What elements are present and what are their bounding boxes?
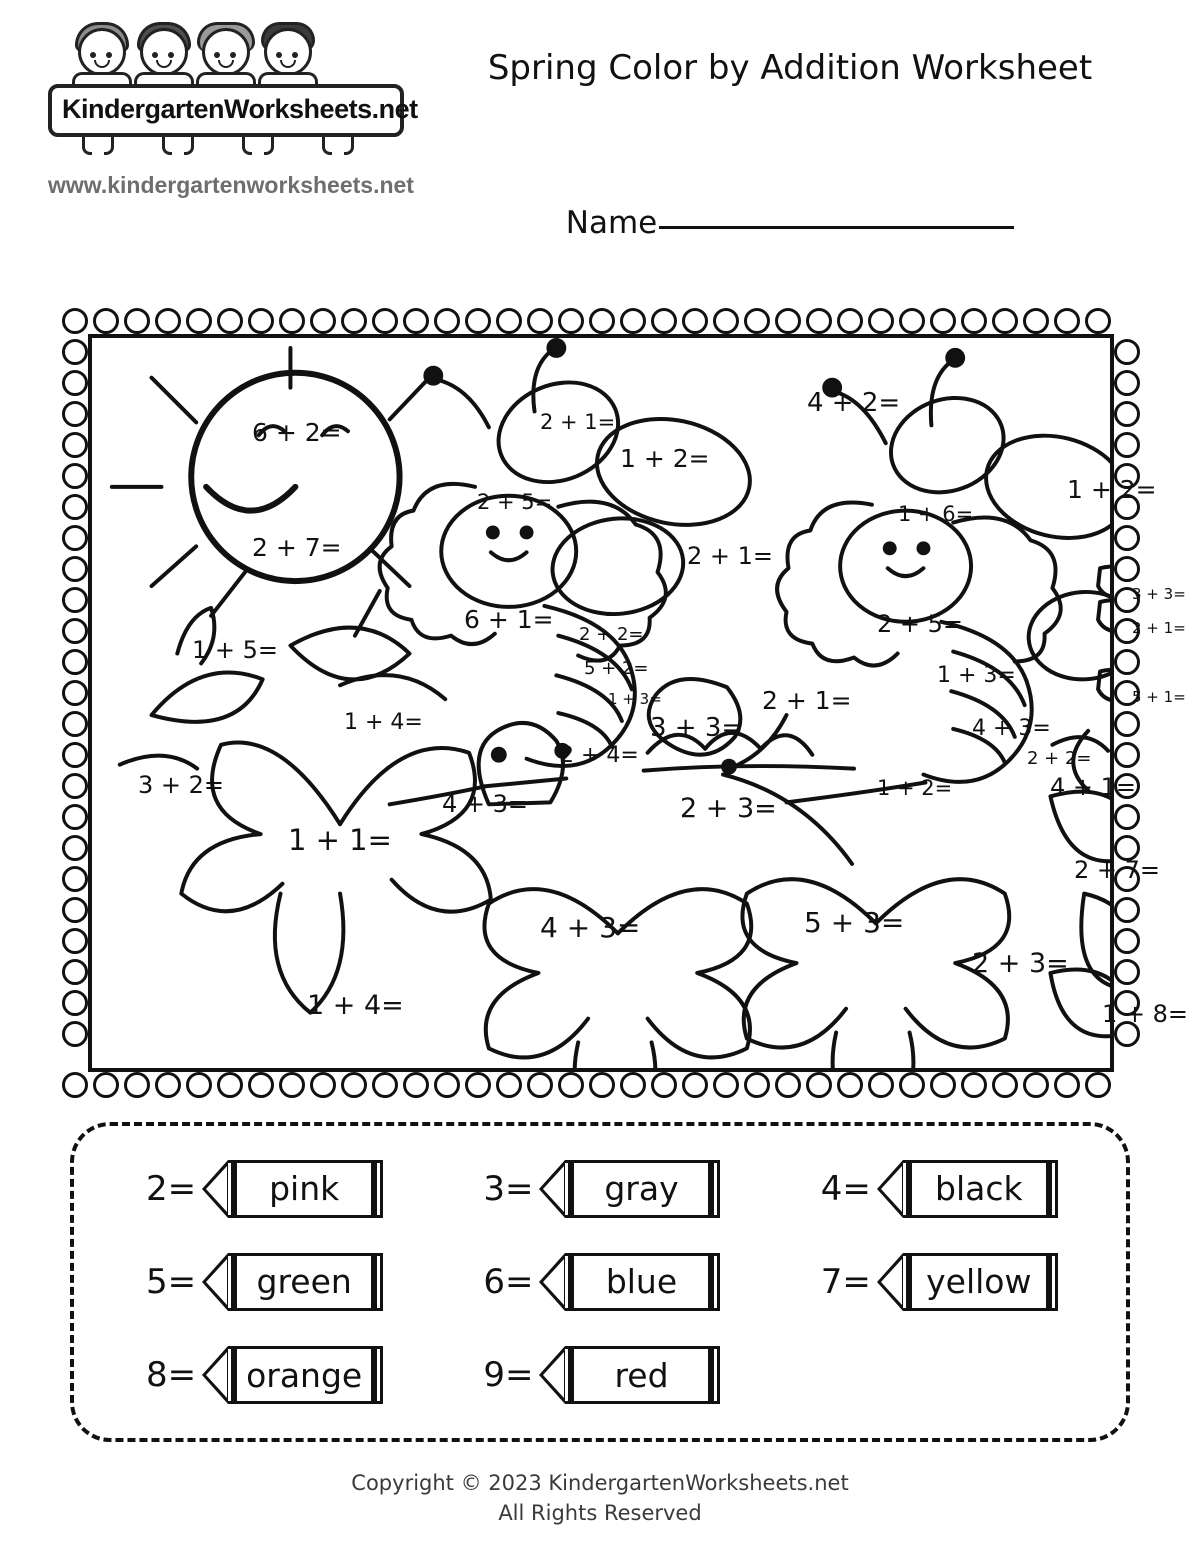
color-key-number: 7= bbox=[820, 1261, 871, 1302]
addition-equation-label: 1 + 2= bbox=[620, 444, 710, 473]
scallop-dot bbox=[62, 556, 88, 582]
kid-figure-icon bbox=[70, 18, 136, 90]
scallop-dot bbox=[1054, 308, 1080, 334]
scallop-dot bbox=[372, 308, 398, 334]
scallop-dot bbox=[961, 308, 987, 334]
scallop-dot bbox=[558, 308, 584, 334]
scallop-dot bbox=[93, 1072, 119, 1098]
crayon-band-right bbox=[1046, 1160, 1052, 1218]
addition-equation-label: 2 + 2= bbox=[1027, 748, 1092, 769]
copyright-line: Copyright © 2023 KindergartenWorksheets.net bbox=[351, 1471, 849, 1495]
scallop-dot bbox=[682, 1072, 708, 1098]
addition-equation-label: 2 + 3= bbox=[972, 948, 1069, 979]
scallop-dot bbox=[124, 308, 150, 334]
scallop-dot bbox=[1085, 1072, 1111, 1098]
scallop-dot bbox=[1023, 1072, 1049, 1098]
scallop-dot bbox=[744, 308, 770, 334]
color-key-number: 9= bbox=[483, 1355, 534, 1396]
crayon-band-right bbox=[708, 1160, 714, 1218]
addition-equation-label: 2 + 5= bbox=[477, 490, 553, 514]
scallop-dot bbox=[1114, 897, 1140, 923]
site-url-text: www.kindergartenworksheets.net bbox=[48, 172, 414, 198]
crayon-body bbox=[228, 1160, 383, 1218]
crayon-band-left bbox=[568, 1160, 574, 1218]
scallop-dot bbox=[651, 1072, 677, 1098]
scallop-dot bbox=[62, 866, 88, 892]
color-name-label: blue bbox=[605, 1262, 678, 1302]
rights-line: All Rights Reserved bbox=[498, 1501, 702, 1526]
page-footer bbox=[0, 1468, 1200, 1529]
scallop-dot bbox=[62, 649, 88, 675]
scallop-dot bbox=[775, 308, 801, 334]
crayon-tip-icon bbox=[877, 1160, 903, 1218]
scallop-dot bbox=[62, 525, 88, 551]
site-logo[interactable] bbox=[48, 18, 418, 137]
color-key-item bbox=[817, 1253, 1058, 1311]
crayon-body bbox=[565, 1160, 720, 1218]
scallop-dot bbox=[62, 680, 88, 706]
scallop-dot bbox=[713, 1072, 739, 1098]
scallop-dot bbox=[62, 990, 88, 1016]
crayon-icon bbox=[202, 1253, 383, 1311]
color-name-label: gray bbox=[604, 1169, 679, 1209]
crayon-body bbox=[565, 1253, 720, 1311]
color-name-label: orange bbox=[246, 1355, 363, 1395]
scallop-dot bbox=[868, 1072, 894, 1098]
color-key-number: 2= bbox=[146, 1168, 197, 1209]
crayon-icon bbox=[202, 1346, 383, 1404]
scallop-dot bbox=[527, 1072, 553, 1098]
scallop-dot bbox=[899, 308, 925, 334]
scallop-dot bbox=[1114, 711, 1140, 737]
scallop-dot bbox=[62, 1072, 88, 1098]
color-key-number: 3= bbox=[483, 1168, 534, 1209]
scallop-dot bbox=[496, 308, 522, 334]
logo-banner bbox=[48, 84, 418, 137]
color-name-label: green bbox=[256, 1262, 352, 1302]
scallop-dot bbox=[1114, 432, 1140, 458]
crayon-band-right bbox=[708, 1253, 714, 1311]
crayon-icon bbox=[202, 1160, 383, 1218]
color-key-number: 6= bbox=[483, 1261, 534, 1302]
scallop-dot bbox=[806, 1072, 832, 1098]
scallop-dot bbox=[465, 1072, 491, 1098]
logo-text-worksheets: Worksheets bbox=[224, 94, 372, 124]
scallop-dot bbox=[62, 401, 88, 427]
addition-equation-label: 2 + 7= bbox=[252, 533, 342, 562]
color-key-item bbox=[817, 1160, 1058, 1218]
scallop-dot bbox=[1114, 401, 1140, 427]
crayon-icon bbox=[539, 1253, 720, 1311]
crayon-band-left bbox=[231, 1253, 237, 1311]
logo-text-net: .net bbox=[371, 94, 418, 124]
addition-equation-label: 2 + 1= bbox=[1132, 619, 1186, 637]
scallop-dot bbox=[124, 1072, 150, 1098]
crayon-band-left bbox=[231, 1346, 237, 1404]
scallop-dot bbox=[62, 897, 88, 923]
scallop-dot bbox=[1114, 556, 1140, 582]
scallop-dot bbox=[465, 308, 491, 334]
scallop-dot bbox=[62, 587, 88, 613]
scallop-dot bbox=[992, 1072, 1018, 1098]
picture-inner-border bbox=[88, 334, 1189, 1072]
scallop-dot bbox=[62, 618, 88, 644]
scallop-dot bbox=[279, 1072, 305, 1098]
scallop-dot bbox=[372, 1072, 398, 1098]
crayon-tip-icon bbox=[202, 1346, 228, 1404]
addition-equation-label: 5 + 3= bbox=[804, 906, 905, 939]
addition-equation-label: 5 + 1= bbox=[1132, 688, 1186, 706]
crayon-band-right bbox=[371, 1346, 377, 1404]
scallop-dot bbox=[62, 742, 88, 768]
addition-equation-label: 1 + 2= bbox=[1067, 475, 1157, 504]
addition-equation-label: 1 + 5= bbox=[192, 636, 279, 664]
crayon-tip-icon bbox=[539, 1346, 565, 1404]
addition-equation-label: 1 + 2= bbox=[877, 776, 953, 800]
scallop-dot bbox=[992, 308, 1018, 334]
scallop-dot bbox=[1114, 928, 1140, 954]
crayon-band-left bbox=[568, 1253, 574, 1311]
scallop-dot bbox=[1085, 308, 1111, 334]
scallop-dot bbox=[589, 308, 615, 334]
addition-equation-label: 4 + 2= bbox=[807, 388, 901, 418]
addition-equation-label: 1 + 3= bbox=[608, 690, 662, 708]
spring-scene-line-art bbox=[92, 338, 1110, 1070]
crayon-icon bbox=[539, 1346, 720, 1404]
crayon-body bbox=[903, 1253, 1058, 1311]
addition-equation-label: 2 + 1= bbox=[540, 410, 616, 434]
crayon-body bbox=[228, 1253, 383, 1311]
scallop-dot bbox=[341, 308, 367, 334]
scallop-dot bbox=[217, 1072, 243, 1098]
color-key-panel bbox=[70, 1122, 1130, 1442]
crayon-band-right bbox=[708, 1346, 714, 1404]
scallop-dot bbox=[1114, 525, 1140, 551]
addition-equation-label: 6 + 2= bbox=[252, 418, 342, 447]
color-name-label: yellow bbox=[926, 1262, 1032, 1302]
scallop-dot bbox=[186, 308, 212, 334]
scallop-dot bbox=[62, 1021, 88, 1047]
kid-figure-icon bbox=[132, 18, 198, 90]
crayon-band-left bbox=[568, 1346, 574, 1404]
scallop-dot bbox=[434, 308, 460, 334]
addition-equation-label: 2 + 4= bbox=[560, 743, 639, 768]
addition-equation-label: 4 + 3= bbox=[540, 911, 641, 944]
scallop-dot bbox=[1054, 1072, 1080, 1098]
crayon-tip-icon bbox=[202, 1253, 228, 1311]
scallop-dot bbox=[341, 1072, 367, 1098]
crayon-tip-icon bbox=[539, 1253, 565, 1311]
scallop-dot bbox=[248, 308, 274, 334]
coloring-picture-panel bbox=[62, 308, 1189, 1098]
color-key-item bbox=[479, 1346, 720, 1404]
logo-kids-illustration bbox=[70, 18, 418, 90]
scallop-dot bbox=[1114, 804, 1140, 830]
addition-equation-label: 2 + 1= bbox=[762, 686, 852, 715]
scallop-dot bbox=[558, 1072, 584, 1098]
crayon-body bbox=[228, 1346, 383, 1404]
scallop-dot bbox=[651, 308, 677, 334]
crayon-band-left bbox=[231, 1160, 237, 1218]
scallop-dot bbox=[899, 1072, 925, 1098]
scallop-dot bbox=[62, 463, 88, 489]
scallop-dot bbox=[62, 308, 88, 334]
addition-equation-label: 4 + 3= bbox=[442, 790, 529, 818]
color-key-number: 5= bbox=[146, 1261, 197, 1302]
scallop-dot bbox=[1114, 959, 1140, 985]
name-field-row bbox=[420, 205, 1160, 241]
crayon-band-left bbox=[906, 1253, 912, 1311]
addition-equation-label: 1 + 8= bbox=[1102, 1000, 1189, 1028]
scallop-dot bbox=[62, 804, 88, 830]
crayon-tip-icon bbox=[539, 1160, 565, 1218]
crayon-body bbox=[565, 1346, 720, 1404]
crayon-icon bbox=[877, 1160, 1058, 1218]
scallop-dot bbox=[310, 1072, 336, 1098]
scallop-dot bbox=[775, 1072, 801, 1098]
scallop-dot bbox=[620, 1072, 646, 1098]
crayon-band-right bbox=[371, 1253, 377, 1311]
scallop-dot bbox=[62, 370, 88, 396]
color-name-label: red bbox=[614, 1355, 669, 1395]
scallop-dot bbox=[62, 339, 88, 365]
addition-equation-label: 1 + 4= bbox=[344, 710, 423, 735]
crayon-body bbox=[903, 1160, 1058, 1218]
crayon-band-right bbox=[371, 1160, 377, 1218]
scallop-dot bbox=[744, 1072, 770, 1098]
scallop-dot bbox=[155, 1072, 181, 1098]
scallop-dot bbox=[310, 308, 336, 334]
scallop-dot bbox=[806, 308, 832, 334]
scallop-dot bbox=[527, 308, 553, 334]
scallop-dot bbox=[682, 308, 708, 334]
color-key-item bbox=[142, 1160, 383, 1218]
addition-equation-label: 3 + 3= bbox=[650, 713, 744, 743]
scallop-dot bbox=[403, 308, 429, 334]
kid-figure-icon bbox=[256, 18, 322, 90]
scallop-dot bbox=[279, 308, 305, 334]
scallop-dot bbox=[1023, 308, 1049, 334]
scallop-dot bbox=[62, 835, 88, 861]
scallop-dot bbox=[961, 1072, 987, 1098]
scallop-dot bbox=[186, 1072, 212, 1098]
scallop-dot bbox=[1114, 742, 1140, 768]
banner-legs-decoration bbox=[52, 131, 400, 155]
addition-equation-label: 4 + 3= bbox=[972, 716, 1051, 741]
scallop-dot bbox=[837, 308, 863, 334]
addition-equation-label: 2 + 1= bbox=[687, 542, 774, 570]
color-name-label: pink bbox=[269, 1169, 340, 1209]
addition-equation-label: 1 + 3= bbox=[937, 663, 1016, 688]
addition-equation-label: 3 + 2= bbox=[138, 771, 225, 799]
addition-equation-label: 5 + 2= bbox=[584, 658, 649, 679]
addition-equation-label: 2 + 5= bbox=[877, 610, 964, 638]
scallop-dot bbox=[62, 711, 88, 737]
color-key-item bbox=[479, 1160, 720, 1218]
scallop-dot bbox=[496, 1072, 522, 1098]
addition-equation-label: 2 + 7= bbox=[1074, 856, 1161, 884]
crayon-tip-icon bbox=[202, 1160, 228, 1218]
color-key-item bbox=[479, 1253, 720, 1311]
scallop-dot bbox=[620, 308, 646, 334]
scallop-dot bbox=[837, 1072, 863, 1098]
color-key-number: 8= bbox=[146, 1355, 197, 1396]
color-name-label: black bbox=[935, 1169, 1023, 1209]
scallop-dot bbox=[713, 308, 739, 334]
logo-text-kindergarten: Kindergarten bbox=[62, 94, 225, 124]
scallop-dot bbox=[155, 308, 181, 334]
addition-equation-label: 2 + 3= bbox=[680, 793, 777, 824]
crayon-icon bbox=[877, 1253, 1058, 1311]
scallop-dot bbox=[1114, 649, 1140, 675]
scallop-dot bbox=[217, 308, 243, 334]
scallop-dot bbox=[62, 773, 88, 799]
page-title: Spring Color by Addition Worksheet bbox=[487, 48, 1093, 88]
addition-equation-label: 4 + 1= bbox=[1050, 773, 1137, 801]
crayon-tip-icon bbox=[877, 1253, 903, 1311]
addition-equation-label: 3 + 3= bbox=[1132, 585, 1186, 603]
name-label: Name bbox=[565, 205, 658, 241]
scallop-dot bbox=[62, 494, 88, 520]
page-header bbox=[0, 0, 1200, 241]
color-key-item bbox=[142, 1346, 383, 1404]
addition-equation-label: 1 + 4= bbox=[307, 990, 404, 1021]
scallop-dot bbox=[930, 308, 956, 334]
scallop-dot bbox=[62, 928, 88, 954]
addition-equation-label: 2 + 2= bbox=[579, 624, 644, 645]
color-key-item bbox=[142, 1253, 383, 1311]
scallop-dot bbox=[930, 1072, 956, 1098]
addition-equation-label: 1 + 6= bbox=[898, 502, 974, 526]
addition-equation-label: 6 + 1= bbox=[464, 605, 554, 634]
crayon-band-left bbox=[906, 1160, 912, 1218]
scallop-dot bbox=[93, 308, 119, 334]
scallop-dot bbox=[403, 1072, 429, 1098]
scallop-dot bbox=[62, 959, 88, 985]
scallop-dot bbox=[1114, 370, 1140, 396]
scallop-dot bbox=[1114, 339, 1140, 365]
scallop-dot bbox=[868, 308, 894, 334]
color-key-number: 4= bbox=[820, 1168, 871, 1209]
crayon-band-right bbox=[1046, 1253, 1052, 1311]
crayon-icon bbox=[539, 1160, 720, 1218]
kid-figure-icon bbox=[194, 18, 260, 90]
scallop-dot bbox=[248, 1072, 274, 1098]
name-input-line[interactable] bbox=[659, 226, 1014, 229]
scallop-dot bbox=[62, 432, 88, 458]
addition-equation-label: 1 + 1= bbox=[288, 823, 392, 857]
scallop-dot bbox=[589, 1072, 615, 1098]
scallop-dot bbox=[434, 1072, 460, 1098]
